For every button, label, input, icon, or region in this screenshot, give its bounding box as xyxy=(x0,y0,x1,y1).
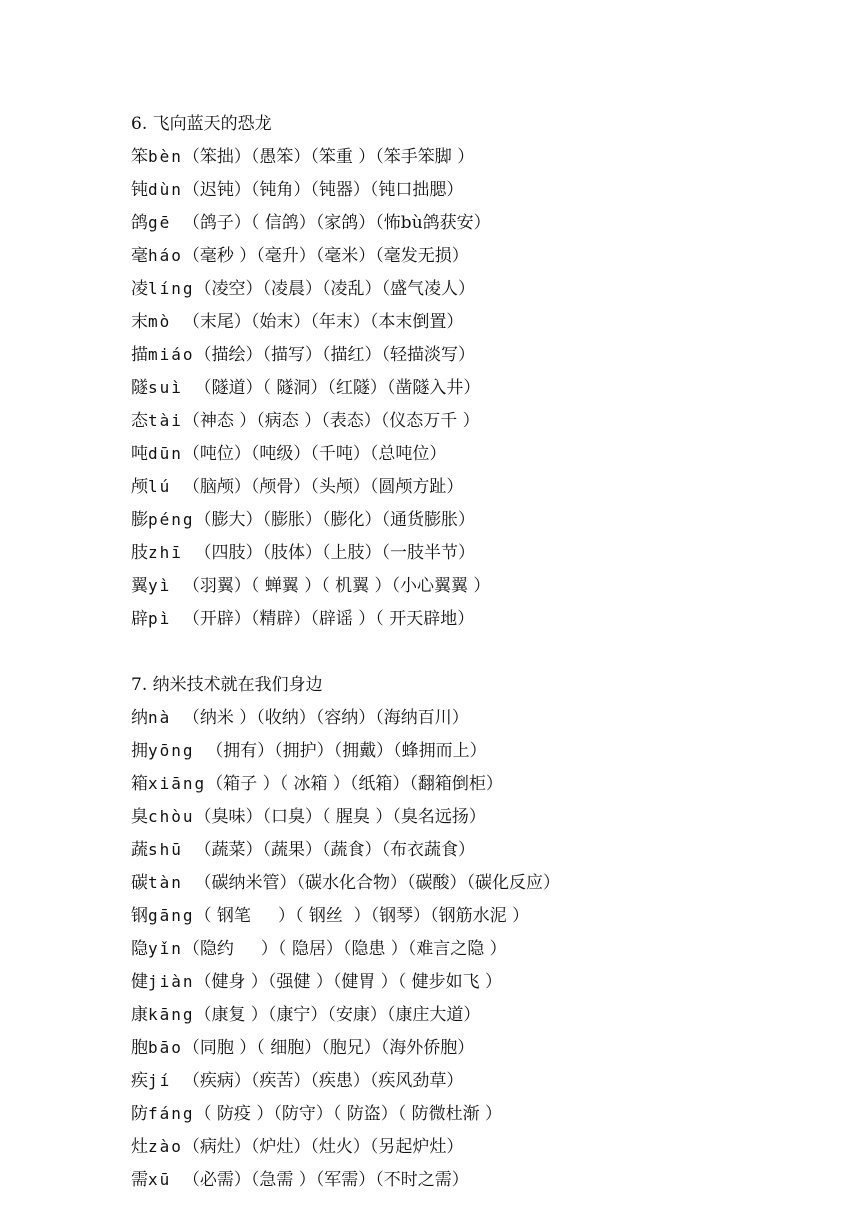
vocab-char: 笨 xyxy=(131,147,148,167)
vocab-pinyin: zào xyxy=(148,1137,183,1156)
vocab-line xyxy=(131,773,831,795)
vocab-pinyin: xiāng xyxy=(148,774,207,793)
vocab-line xyxy=(131,476,831,498)
vocab-words: （ 钢笔 ）（ 钢丝 ）（钢琴）（钢筋水泥 ） xyxy=(194,906,530,926)
vocab-pinyin: pì xyxy=(148,609,183,628)
vocab-pinyin: yōng xyxy=(148,741,207,760)
vocab-char: 防 xyxy=(131,1104,148,1124)
vocab-char: 臭 xyxy=(131,807,148,827)
vocab-char: 钢 xyxy=(131,906,148,926)
vocab-words: （隐约 ）（ 隐居）（隐患 ）（难言之隐 ） xyxy=(182,939,507,959)
vocab-char: 纳 xyxy=(131,708,148,728)
section-6 xyxy=(131,113,831,630)
vocab-line xyxy=(131,806,831,828)
vocab-words: （箱子 ）（ 冰箱 ）（纸箱）（翻箱倒柜） xyxy=(206,774,503,794)
vocab-words: （碳纳米管）（碳水化合物）（碳酸）（碳化反应） xyxy=(194,873,561,893)
vocab-pinyin: nà xyxy=(148,708,183,727)
vocab-pinyin: shū xyxy=(148,840,195,859)
vocab-pinyin: gē xyxy=(148,213,183,232)
vocab-pinyin: gāng xyxy=(148,906,195,925)
vocabulary-document xyxy=(131,113,831,1202)
vocab-char: 颅 xyxy=(131,477,148,497)
vocab-words: （开辟）（精辟）（辟谣 ）（ 开天辟地） xyxy=(182,609,475,629)
vocab-pinyin: miáo xyxy=(148,345,195,364)
vocab-pinyin: suì xyxy=(148,378,195,397)
vocab-char: 箱 xyxy=(131,774,148,794)
vocab-pinyin: mò xyxy=(148,312,183,331)
vocab-words: （鸽子）（ 信鸽）（家鸽）（怖bù鸽获安） xyxy=(182,213,491,233)
vocab-line xyxy=(131,971,831,993)
vocab-words: （凌空）（凌晨）（凌乱）（盛气凌人） xyxy=(194,279,476,299)
vocab-words: （脑颅）（颅骨）（头颅）（圆颅方趾） xyxy=(182,477,464,497)
vocab-line xyxy=(131,872,831,894)
vocab-line xyxy=(131,1070,831,1092)
vocab-words: （描绘）（描写）（描红）（轻描淡写） xyxy=(194,345,476,365)
vocab-pinyin: dùn xyxy=(148,180,183,199)
vocab-words: （病灶）（炉灶）（灶火）（另起炉灶） xyxy=(182,1137,464,1157)
vocab-line xyxy=(131,575,831,597)
vocab-char: 碳 xyxy=(131,873,148,893)
vocab-pinyin: dūn xyxy=(148,444,183,463)
vocab-words: （吨位）（吨级）（千吨）（总吨位） xyxy=(182,444,447,464)
vocab-char: 灶 xyxy=(131,1137,148,1157)
vocab-line xyxy=(131,905,831,927)
vocab-words: （疾病）（疾苦）（疾患）（疾风劲草） xyxy=(182,1071,464,1091)
section-divider xyxy=(131,641,831,674)
vocab-line xyxy=(131,839,831,861)
section-title: 7. 纳米技术就在我们身边 xyxy=(131,675,323,695)
vocab-pinyin: fáng xyxy=(148,1104,195,1123)
vocab-char: 鸽 xyxy=(131,213,148,233)
vocab-words: （羽翼）（ 蝉翼 ）（ 机翼 ）（小心翼翼 ） xyxy=(182,576,491,596)
vocab-line xyxy=(131,1004,831,1026)
vocab-line xyxy=(131,245,831,267)
vocab-char: 吨 xyxy=(131,444,148,464)
vocab-char: 末 xyxy=(131,312,148,332)
vocab-pinyin: háo xyxy=(148,246,183,265)
vocab-char: 膨 xyxy=(131,510,148,530)
vocab-words: （膨大）（膨胀）（膨化）（通货膨胀） xyxy=(194,510,476,530)
vocab-words: （四肢）（肢体）（上肢）（一肢半节） xyxy=(194,543,476,563)
vocab-pinyin: líng xyxy=(148,279,195,298)
vocab-words: （纳米 ）（收纳）（容纳）（海纳百川） xyxy=(182,708,469,728)
vocab-line xyxy=(131,1169,831,1191)
vocab-line xyxy=(131,443,831,465)
vocab-words: （隧道）（ 隧洞）（红隧）（凿隧入井） xyxy=(194,378,481,398)
vocab-line xyxy=(131,707,831,729)
vocab-words: （蔬菜）（蔬果）（蔬食）（布衣蔬食） xyxy=(194,840,476,860)
vocab-line xyxy=(131,542,831,564)
vocab-words: （康复 ）（康宁）（安康）（康庄大道） xyxy=(194,1005,481,1025)
vocab-line xyxy=(131,1136,831,1158)
vocab-char: 辟 xyxy=(131,609,148,629)
vocab-char: 隧 xyxy=(131,378,148,398)
vocab-pinyin: tàn xyxy=(148,873,195,892)
vocab-line xyxy=(131,410,831,432)
vocab-char: 疾 xyxy=(131,1071,148,1091)
vocab-char: 健 xyxy=(131,972,148,992)
vocab-char: 隐 xyxy=(131,939,148,959)
vocab-pinyin: bāo xyxy=(148,1038,183,1057)
vocab-words: （健身 ）（强健 ）（健胃 ）（ 健步如飞 ） xyxy=(194,972,503,992)
vocab-words: （拥有）（拥护）（拥戴）（蜂拥而上） xyxy=(206,741,487,761)
vocab-char: 钝 xyxy=(131,180,148,200)
vocab-line xyxy=(131,740,831,762)
vocab-pinyin: péng xyxy=(148,510,195,529)
vocab-pinyin: yǐn xyxy=(148,939,183,958)
vocab-pinyin: yì xyxy=(148,576,183,595)
vocab-line xyxy=(131,938,831,960)
vocab-line xyxy=(131,509,831,531)
vocab-char: 翼 xyxy=(131,576,148,596)
vocab-line xyxy=(131,212,831,234)
vocab-char: 需 xyxy=(131,1170,148,1190)
vocab-char: 描 xyxy=(131,345,148,365)
vocab-char: 毫 xyxy=(131,246,148,266)
vocab-line xyxy=(131,344,831,366)
vocab-line xyxy=(131,377,831,399)
vocab-pinyin: tài xyxy=(148,411,183,430)
vocab-char: 胞 xyxy=(131,1038,148,1058)
vocab-char: 蔬 xyxy=(131,840,148,860)
section-title: 6. 飞向蓝天的恐龙 xyxy=(131,114,272,134)
vocab-pinyin: jí xyxy=(148,1071,183,1090)
vocab-words: （笨拙）（愚笨）（笨重 ）（笨手笨脚 ） xyxy=(182,147,475,167)
vocab-line xyxy=(131,1103,831,1125)
vocab-char: 态 xyxy=(131,411,148,431)
vocab-words: （毫秒 ）（毫升）（毫米）（毫发无损） xyxy=(182,246,469,266)
vocab-line xyxy=(131,1037,831,1059)
vocab-words: （ 防疫 ）（防守）（ 防盗）（ 防微杜渐 ） xyxy=(194,1104,503,1124)
vocab-pinyin: zhī xyxy=(148,543,195,562)
vocab-words: （必需）（急需 ）（军需）（不时之需） xyxy=(182,1170,469,1190)
vocab-pinyin: jiàn xyxy=(148,972,195,991)
vocab-pinyin: xū xyxy=(148,1170,183,1189)
vocab-words: （末尾）（始末）（年末）（本末倒置） xyxy=(182,312,464,332)
section-7-lines xyxy=(131,707,831,1191)
section-6-lines xyxy=(131,146,831,630)
vocab-words: （臭味）（口臭）（ 腥臭 ）（臭名远扬） xyxy=(194,807,486,827)
vocab-line xyxy=(131,179,831,201)
vocab-char: 肢 xyxy=(131,543,148,563)
vocab-char: 康 xyxy=(131,1005,148,1025)
vocab-line xyxy=(131,146,831,168)
vocab-pinyin: bèn xyxy=(148,147,183,166)
vocab-words: （同胞 ）（ 细胞）（胞兄）（海外侨胞） xyxy=(182,1038,475,1058)
vocab-line xyxy=(131,608,831,630)
vocab-pinyin: kāng xyxy=(148,1005,195,1024)
vocab-char: 凌 xyxy=(131,279,148,299)
vocab-words: （神态 ）（病态 ）（表态）（仪态万千 ） xyxy=(182,411,480,431)
vocab-line xyxy=(131,311,831,333)
vocab-pinyin: lú xyxy=(148,477,183,496)
vocab-words: （迟钝）（钝角）（钝器）（钝口拙腮） xyxy=(182,180,464,200)
vocab-line xyxy=(131,278,831,300)
section-7 xyxy=(131,674,831,1191)
vocab-pinyin: chòu xyxy=(148,807,195,826)
vocab-char: 拥 xyxy=(131,741,148,761)
